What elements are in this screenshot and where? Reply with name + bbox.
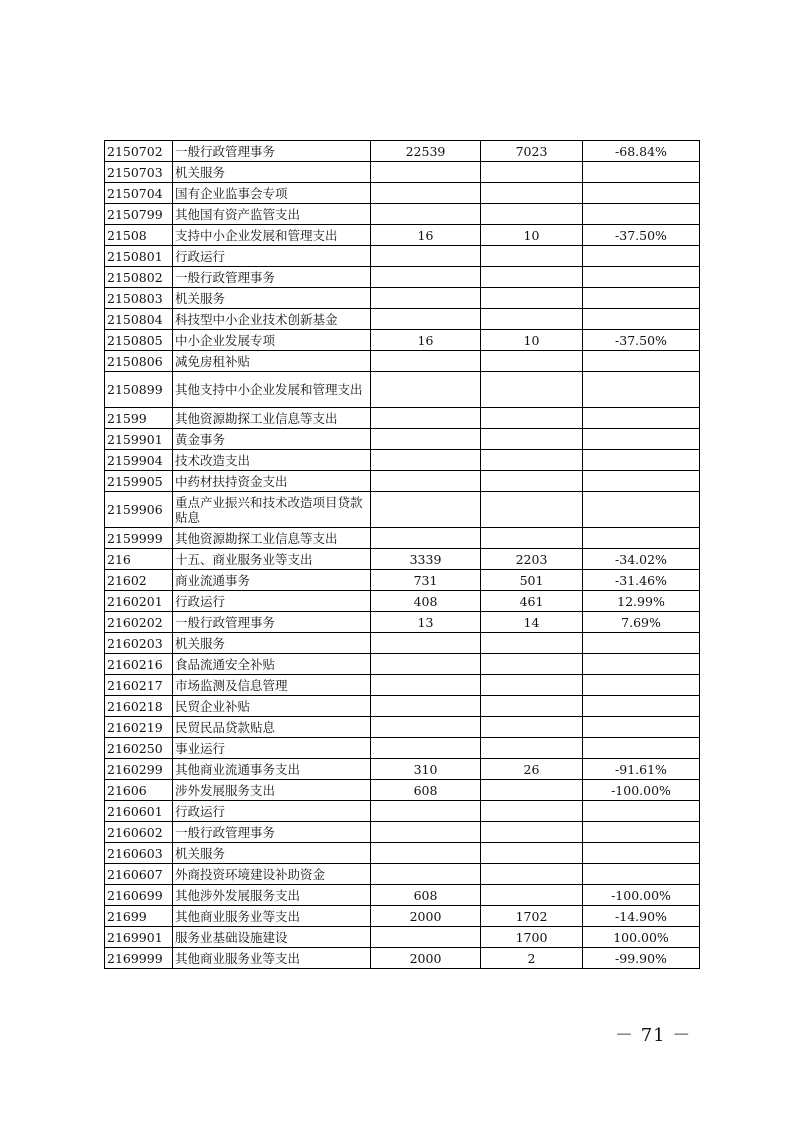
row-name-cell: 机关服务: [173, 288, 371, 309]
row-change-cell: [583, 267, 700, 288]
table-row: [105, 372, 700, 408]
row-value-b-cell: 1700: [481, 927, 583, 948]
row-change-cell: [583, 864, 700, 885]
row-value-a-cell: [371, 492, 481, 528]
row-value-a-cell: [371, 204, 481, 225]
table-row: [105, 696, 700, 717]
row-value-a-cell: 2000: [371, 948, 481, 969]
row-code-cell: 21699: [105, 906, 173, 927]
table-row: [105, 612, 700, 633]
table-row: [105, 309, 700, 330]
row-code-cell: 2160602: [105, 822, 173, 843]
row-code-cell: 2169999: [105, 948, 173, 969]
row-name-cell: 国有企业监事会专项: [173, 183, 371, 204]
table-row: [105, 759, 700, 780]
row-change-cell: -14.90%: [583, 906, 700, 927]
row-value-b-cell: [481, 675, 583, 696]
row-name-cell: 机关服务: [173, 843, 371, 864]
row-name-cell: 其他商业服务业等支出: [173, 948, 371, 969]
row-code-cell: 21602: [105, 570, 173, 591]
row-change-cell: [583, 162, 700, 183]
row-name-cell: 中药材扶持资金支出: [173, 471, 371, 492]
row-value-a-cell: 16: [371, 225, 481, 246]
row-change-cell: -68.84%: [583, 141, 700, 162]
row-change-cell: [583, 450, 700, 471]
row-value-b-cell: [481, 246, 583, 267]
table-row: [105, 906, 700, 927]
row-code-cell: 216: [105, 549, 173, 570]
row-value-b-cell: [481, 492, 583, 528]
row-code-cell: 21599: [105, 408, 173, 429]
row-name-cell: 技术改造支出: [173, 450, 371, 471]
row-code-cell: 2159999: [105, 528, 173, 549]
row-value-b-cell: [481, 450, 583, 471]
row-value-b-cell: [481, 351, 583, 372]
table-row: [105, 885, 700, 906]
row-code-cell: 2160603: [105, 843, 173, 864]
row-value-a-cell: [371, 675, 481, 696]
row-value-b-cell: [481, 408, 583, 429]
row-name-cell: 其他资源勘探工业信息等支出: [173, 528, 371, 549]
row-name-cell: 行政运行: [173, 591, 371, 612]
row-value-b-cell: 2: [481, 948, 583, 969]
row-change-cell: [583, 471, 700, 492]
row-value-a-cell: [371, 633, 481, 654]
table-row: [105, 141, 700, 162]
row-code-cell: 2150804: [105, 309, 173, 330]
table-row: [105, 225, 700, 246]
table-row: [105, 549, 700, 570]
table-row: [105, 864, 700, 885]
row-change-cell: [583, 204, 700, 225]
row-change-cell: [583, 309, 700, 330]
row-value-a-cell: 2000: [371, 906, 481, 927]
row-change-cell: [583, 696, 700, 717]
row-name-cell: 其他商业流通事务支出: [173, 759, 371, 780]
row-name-cell: 一般行政管理事务: [173, 822, 371, 843]
row-code-cell: 2150899: [105, 372, 173, 408]
row-value-b-cell: [481, 885, 583, 906]
row-name-cell: 行政运行: [173, 801, 371, 822]
row-change-cell: 7.69%: [583, 612, 700, 633]
row-value-a-cell: [371, 843, 481, 864]
row-change-cell: [583, 372, 700, 408]
row-code-cell: 2160607: [105, 864, 173, 885]
row-code-cell: 2169901: [105, 927, 173, 948]
row-code-cell: 2160203: [105, 633, 173, 654]
table-row: [105, 246, 700, 267]
row-change-cell: [583, 843, 700, 864]
row-name-cell: 服务业基础设施建设: [173, 927, 371, 948]
table-row: [105, 570, 700, 591]
table-row: [105, 429, 700, 450]
row-name-cell: 重点产业振兴和技术改造项目贷款贴息: [173, 492, 371, 528]
row-change-cell: [583, 822, 700, 843]
row-value-a-cell: [371, 717, 481, 738]
row-value-a-cell: [371, 864, 481, 885]
row-code-cell: 2160250: [105, 738, 173, 759]
row-code-cell: 2159905: [105, 471, 173, 492]
row-value-b-cell: [481, 780, 583, 801]
row-code-cell: 2160218: [105, 696, 173, 717]
row-value-a-cell: [371, 801, 481, 822]
row-change-cell: [583, 288, 700, 309]
row-value-a-cell: [371, 267, 481, 288]
row-name-cell: 科技型中小企业技术创新基金: [173, 309, 371, 330]
row-value-b-cell: [481, 429, 583, 450]
row-value-a-cell: [371, 288, 481, 309]
row-code-cell: 2150801: [105, 246, 173, 267]
row-value-a-cell: 310: [371, 759, 481, 780]
row-name-cell: 其他涉外发展服务支出: [173, 885, 371, 906]
row-value-a-cell: [371, 246, 481, 267]
row-change-cell: [583, 801, 700, 822]
table-row: [105, 843, 700, 864]
row-code-cell: 2150799: [105, 204, 173, 225]
row-name-cell: 支持中小企业发展和管理支出: [173, 225, 371, 246]
row-name-cell: 其他支持中小企业发展和管理支出: [173, 372, 371, 408]
row-name-cell: 机关服务: [173, 162, 371, 183]
table-row: [105, 183, 700, 204]
row-value-b-cell: [481, 183, 583, 204]
table-row: [105, 633, 700, 654]
row-value-a-cell: [371, 351, 481, 372]
row-name-cell: 中小企业发展专项: [173, 330, 371, 351]
row-value-a-cell: 608: [371, 780, 481, 801]
row-name-cell: 其他资源勘探工业信息等支出: [173, 408, 371, 429]
row-value-a-cell: 731: [371, 570, 481, 591]
row-code-cell: 2159901: [105, 429, 173, 450]
row-change-cell: [583, 633, 700, 654]
row-change-cell: [583, 183, 700, 204]
row-value-b-cell: 14: [481, 612, 583, 633]
row-change-cell: [583, 738, 700, 759]
row-value-a-cell: [371, 471, 481, 492]
row-change-cell: [583, 351, 700, 372]
row-name-cell: 一般行政管理事务: [173, 612, 371, 633]
row-code-cell: 2160201: [105, 591, 173, 612]
row-value-b-cell: 461: [481, 591, 583, 612]
row-value-b-cell: [481, 309, 583, 330]
row-value-b-cell: 10: [481, 225, 583, 246]
table-row: [105, 717, 700, 738]
table-row: [105, 492, 700, 528]
row-value-b-cell: [481, 204, 583, 225]
row-name-cell: 民贸民品贷款贴息: [173, 717, 371, 738]
row-value-a-cell: [371, 822, 481, 843]
row-change-cell: 12.99%: [583, 591, 700, 612]
row-change-cell: -37.50%: [583, 330, 700, 351]
row-value-a-cell: [371, 528, 481, 549]
table-row: [105, 822, 700, 843]
table-row: [105, 351, 700, 372]
row-name-cell: 商业流通事务: [173, 570, 371, 591]
row-value-a-cell: 3339: [371, 549, 481, 570]
row-change-cell: -37.50%: [583, 225, 700, 246]
row-value-a-cell: 22539: [371, 141, 481, 162]
row-value-b-cell: [481, 162, 583, 183]
row-value-b-cell: [481, 822, 583, 843]
row-name-cell: 事业运行: [173, 738, 371, 759]
row-value-a-cell: 408: [371, 591, 481, 612]
row-value-a-cell: [371, 372, 481, 408]
row-value-b-cell: [481, 696, 583, 717]
table-row: [105, 738, 700, 759]
table-body: [105, 141, 700, 969]
row-code-cell: 21606: [105, 780, 173, 801]
row-name-cell: 民贸企业补贴: [173, 696, 371, 717]
row-value-a-cell: [371, 450, 481, 471]
row-change-cell: [583, 429, 700, 450]
row-value-a-cell: 13: [371, 612, 481, 633]
row-value-b-cell: 1702: [481, 906, 583, 927]
row-change-cell: [583, 408, 700, 429]
row-change-cell: -91.61%: [583, 759, 700, 780]
row-code-cell: 2150806: [105, 351, 173, 372]
row-code-cell: 21508: [105, 225, 173, 246]
row-value-a-cell: [371, 738, 481, 759]
row-name-cell: 减免房租补贴: [173, 351, 371, 372]
row-value-b-cell: [481, 528, 583, 549]
table-row: [105, 654, 700, 675]
row-code-cell: 2150803: [105, 288, 173, 309]
table-row: [105, 780, 700, 801]
row-value-b-cell: [481, 738, 583, 759]
row-change-cell: [583, 654, 700, 675]
table-row: [105, 450, 700, 471]
row-code-cell: 2160699: [105, 885, 173, 906]
row-name-cell: 食品流通安全补贴: [173, 654, 371, 675]
row-value-b-cell: 7023: [481, 141, 583, 162]
row-change-cell: -100.00%: [583, 885, 700, 906]
row-value-b-cell: [481, 471, 583, 492]
row-name-cell: 一般行政管理事务: [173, 267, 371, 288]
row-value-b-cell: 2203: [481, 549, 583, 570]
row-value-b-cell: 501: [481, 570, 583, 591]
row-code-cell: 2150702: [105, 141, 173, 162]
row-change-cell: -34.02%: [583, 549, 700, 570]
table-row: [105, 330, 700, 351]
row-name-cell: 市场监测及信息管理: [173, 675, 371, 696]
row-value-a-cell: [371, 183, 481, 204]
page-number: － 71 －: [615, 1025, 692, 1046]
row-code-cell: 2160299: [105, 759, 173, 780]
row-code-cell: 2150703: [105, 162, 173, 183]
row-name-cell: 其他国有资产监管支出: [173, 204, 371, 225]
row-value-a-cell: [371, 696, 481, 717]
row-code-cell: 2160202: [105, 612, 173, 633]
row-value-b-cell: 10: [481, 330, 583, 351]
table-row: [105, 471, 700, 492]
budget-table: [104, 140, 700, 969]
table-row: [105, 591, 700, 612]
row-code-cell: 2160219: [105, 717, 173, 738]
table-row: [105, 801, 700, 822]
row-value-a-cell: [371, 408, 481, 429]
row-name-cell: 黄金事务: [173, 429, 371, 450]
table-row: [105, 267, 700, 288]
row-code-cell: 2150704: [105, 183, 173, 204]
row-name-cell: 十五、商业服务业等支出: [173, 549, 371, 570]
row-change-cell: [583, 675, 700, 696]
row-code-cell: 2159904: [105, 450, 173, 471]
row-code-cell: 2150802: [105, 267, 173, 288]
row-value-a-cell: 608: [371, 885, 481, 906]
row-name-cell: 一般行政管理事务: [173, 141, 371, 162]
row-name-cell: 外商投资环境建设补助资金: [173, 864, 371, 885]
row-value-b-cell: [481, 717, 583, 738]
row-value-b-cell: [481, 633, 583, 654]
table-row: [105, 675, 700, 696]
row-change-cell: [583, 492, 700, 528]
table-row: [105, 948, 700, 969]
table-row: [105, 408, 700, 429]
row-change-cell: [583, 717, 700, 738]
table-row: [105, 528, 700, 549]
row-name-cell: 涉外发展服务支出: [173, 780, 371, 801]
table-row: [105, 288, 700, 309]
row-value-b-cell: 26: [481, 759, 583, 780]
table-row: [105, 162, 700, 183]
row-name-cell: 机关服务: [173, 633, 371, 654]
row-value-a-cell: [371, 309, 481, 330]
row-value-b-cell: [481, 288, 583, 309]
row-value-b-cell: [481, 267, 583, 288]
table-row: [105, 204, 700, 225]
row-name-cell: 行政运行: [173, 246, 371, 267]
row-code-cell: 2150805: [105, 330, 173, 351]
row-name-cell: 其他商业服务业等支出: [173, 906, 371, 927]
row-value-b-cell: [481, 372, 583, 408]
row-value-b-cell: [481, 864, 583, 885]
row-change-cell: -99.90%: [583, 948, 700, 969]
row-code-cell: 2159906: [105, 492, 173, 528]
row-code-cell: 2160217: [105, 675, 173, 696]
row-code-cell: 2160601: [105, 801, 173, 822]
row-change-cell: 100.00%: [583, 927, 700, 948]
row-code-cell: 2160216: [105, 654, 173, 675]
row-change-cell: [583, 528, 700, 549]
table-row: [105, 927, 700, 948]
row-value-a-cell: [371, 654, 481, 675]
row-value-b-cell: [481, 801, 583, 822]
row-change-cell: -31.46%: [583, 570, 700, 591]
row-change-cell: [583, 246, 700, 267]
row-change-cell: -100.00%: [583, 780, 700, 801]
row-value-a-cell: [371, 927, 481, 948]
row-value-b-cell: [481, 843, 583, 864]
row-value-b-cell: [481, 654, 583, 675]
row-value-a-cell: [371, 162, 481, 183]
row-value-a-cell: 16: [371, 330, 481, 351]
row-value-a-cell: [371, 429, 481, 450]
